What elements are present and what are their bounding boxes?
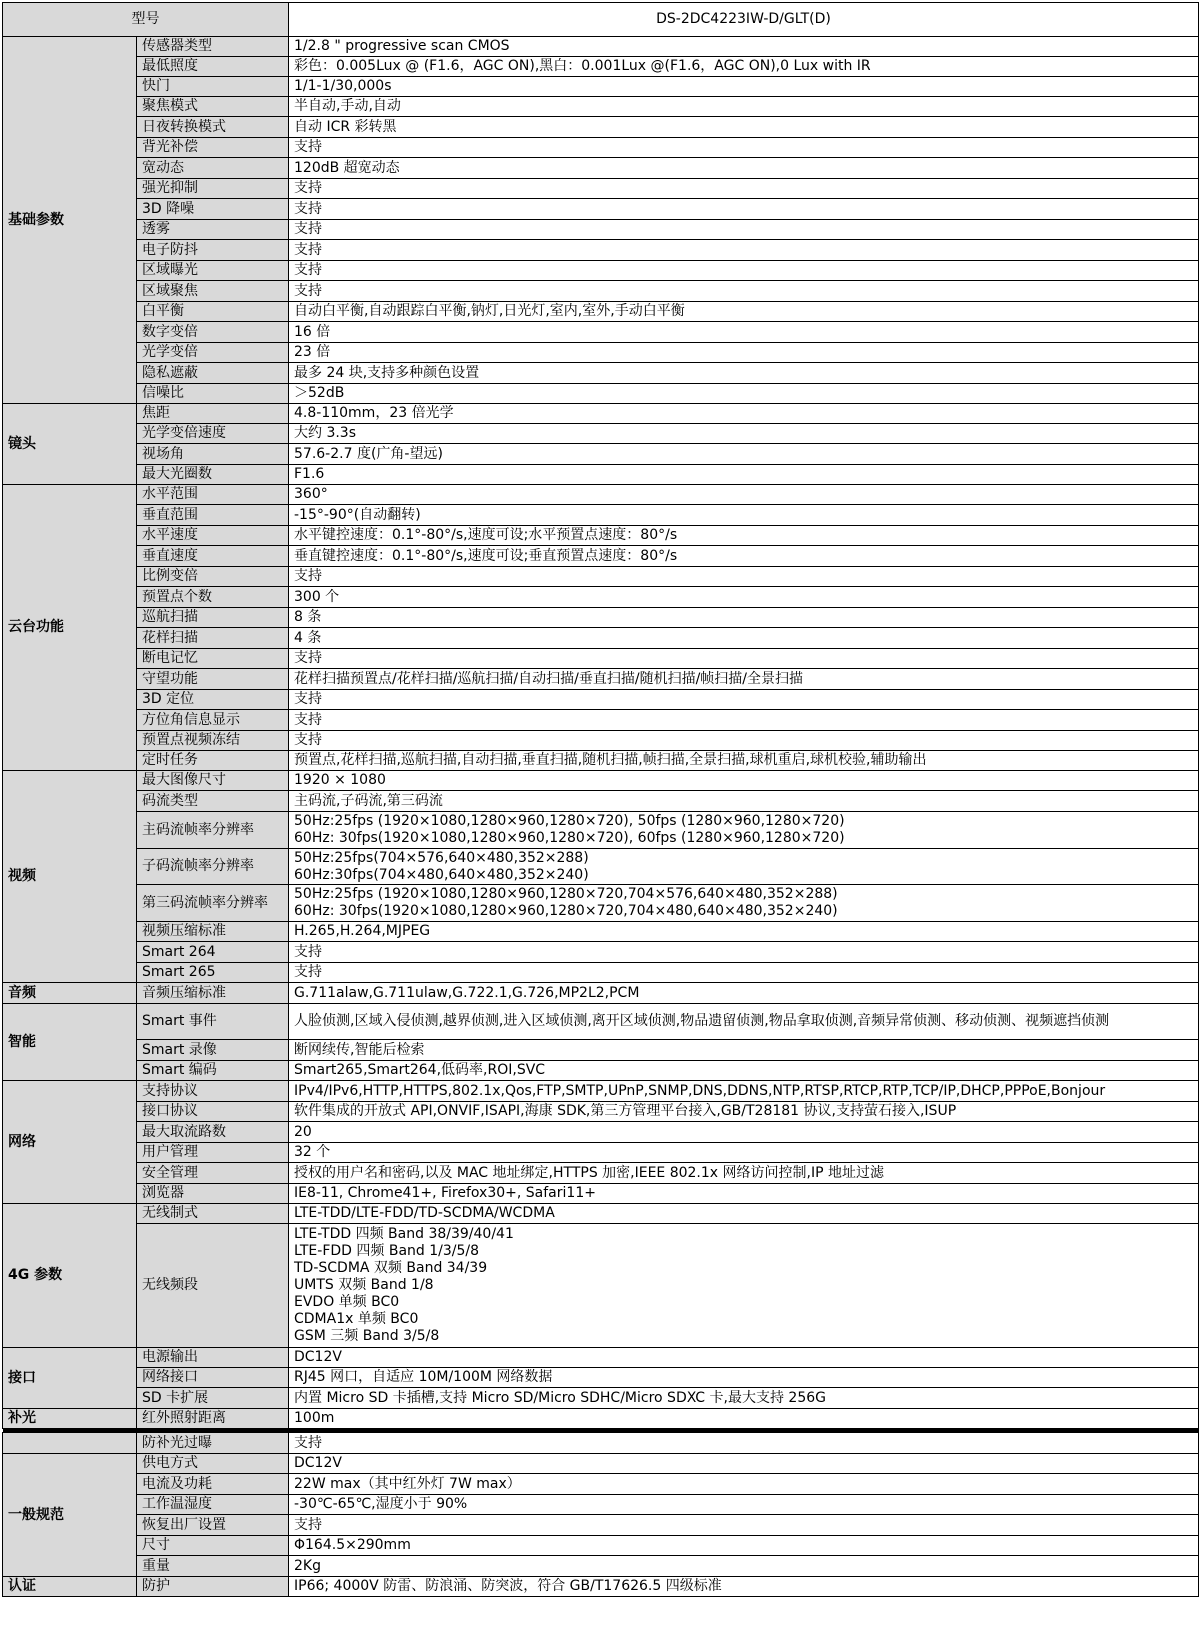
spec-row [3,1536,1199,1556]
spec-value: 50Hz:25fps (1920×1080,1280×960,1280×720,704×576,640×480,352×288) 60Hz: 30fps(1920×1080,1280×960,1280×720,704×480,640×480,352×240) [289,885,1199,922]
spec-value: Φ164.5×290mm [289,1536,1199,1556]
spec-row [3,690,1199,710]
section-title [3,1433,137,1454]
spec-label: 支持协议 [137,1081,289,1102]
spec-label: 浏览器 [137,1184,289,1204]
spec-label: 无线频段 [137,1224,289,1348]
spec-label: 最低照度 [137,57,289,77]
spec-label: 水平范围 [137,485,289,505]
spec-label: 强光抑制 [137,179,289,199]
spec-label: 信噪比 [137,384,289,404]
spec-value: 支持 [289,261,1199,281]
spec-label: 聚焦模式 [137,97,289,117]
spec-value: DC12V [289,1454,1199,1474]
spec-label: 背光补偿 [137,138,289,158]
spec-row [3,812,1199,849]
spec-label: Smart 编码 [137,1061,289,1081]
spec-value: 支持 [289,1433,1199,1454]
spec-row [3,791,1199,812]
spec-value: F1.6 [289,465,1199,485]
spec-label: 尺寸 [137,1536,289,1556]
spec-label: 视频压缩标准 [137,922,289,942]
spec-label: 垂直速度 [137,546,289,567]
spec-row [3,1515,1199,1536]
spec-row [3,363,1199,384]
spec-value: -30℃-65℃,湿度小于 90% [289,1495,1199,1515]
spec-label: 透雾 [137,220,289,240]
spec-row [3,302,1199,322]
spec-value: 支持 [289,649,1199,669]
spec-row [3,1474,1199,1495]
spec-value: 支持 [289,240,1199,261]
spec-label: 隐私遮蔽 [137,363,289,384]
spec-value: 1/1-1/30,000s [289,77,1199,97]
spec-label: 音频压缩标准 [137,983,289,1004]
spec-label: 电源输出 [137,1348,289,1368]
spec-label: 防补光过曝 [137,1433,289,1454]
spec-value: 支持 [289,942,1199,963]
spec-value: 支持 [289,567,1199,587]
spec-row [3,1204,1199,1224]
spec-sheet [2,2,1198,1597]
spec-label: 比例变倍 [137,567,289,587]
spec-value: 120dB 超宽动态 [289,158,1199,179]
spec-row [3,1348,1199,1368]
spec-row [3,444,1199,465]
spec-label: Smart 264 [137,942,289,963]
spec-value: 4 条 [289,628,1199,649]
spec-value: 4.8-110mm，23 倍光学 [289,404,1199,424]
spec-value: 支持 [289,710,1199,731]
spec-value: 大约 3.3s [289,424,1199,444]
spec-row [3,322,1199,343]
spec-value: 支持 [289,179,1199,199]
spec-value: 22W max（其中红外灯 7W max） [289,1474,1199,1495]
spec-label: 水平速度 [137,526,289,546]
spec-row [3,546,1199,567]
spec-row [3,179,1199,199]
spec-value: 彩色：0.005Lux @ (F1.6，AGC ON),黑白：0.001Lux @(F1.6，AGC ON),0 Lux with IR [289,57,1199,77]
spec-row [3,77,1199,97]
spec-row [3,771,1199,791]
spec-row [3,628,1199,649]
spec-label: 重量 [137,1556,289,1577]
spec-row [3,942,1199,963]
spec-row [3,649,1199,669]
spec-value: RJ45 网口，自适应 10M/100M 网络数据 [289,1368,1199,1388]
spec-row [3,424,1199,444]
spec-label: 数字变倍 [137,322,289,343]
spec-label: 安全管理 [137,1163,289,1184]
spec-label: 光学变倍 [137,343,289,363]
spec-label: 码流类型 [137,791,289,812]
section-title: 视频 [3,771,137,983]
spec-row [3,567,1199,587]
spec-row [3,138,1199,158]
spec-row [3,1556,1199,1577]
spec-value: 最多 24 块,支持多种颜色设置 [289,363,1199,384]
spec-value: IP66; 4000V 防雷、防浪涌、防突波，符合 GB/T17626.5 四级标准 [289,1577,1199,1597]
spec-value: 支持 [289,220,1199,240]
spec-value: DC12V [289,1348,1199,1368]
section-title: 云台功能 [3,485,137,771]
spec-label: 最大取流路数 [137,1122,289,1143]
spec-label: 供电方式 [137,1454,289,1474]
spec-label: 接口协议 [137,1102,289,1122]
spec-row [3,404,1199,424]
section-title: 镜头 [3,404,137,485]
spec-value: 32 个 [289,1143,1199,1163]
spec-label: 守望功能 [137,669,289,690]
spec-label: 网络接口 [137,1368,289,1388]
spec-label: 焦距 [137,404,289,424]
spec-label: 预置点个数 [137,587,289,608]
spec-row [3,731,1199,751]
spec-label: 花样扫描 [137,628,289,649]
spec-row [3,505,1199,526]
spec-value: 57.6-2.7 度(广角-望远) [289,444,1199,465]
spec-row [3,1577,1199,1597]
spec-value: 自动白平衡,自动跟踪白平衡,钠灯,日光灯,室内,室外,手动白平衡 [289,302,1199,322]
spec-row [3,1163,1199,1184]
spec-label: 垂直范围 [137,505,289,526]
spec-value: 断网续传,智能后检索 [289,1040,1199,1061]
spec-label: 子码流帧率分辨率 [137,849,289,885]
spec-row [3,240,1199,261]
spec-label: 第三码流帧率分辨率 [137,885,289,922]
model-label: 型号 [3,3,289,37]
spec-value: H.265,H.264,MJPEG [289,922,1199,942]
model-value: DS-2DC4223IW-D/GLT(D) [289,3,1199,37]
spec-label: 用户管理 [137,1143,289,1163]
spec-row [3,885,1199,922]
spec-row [3,57,1199,77]
spec-label: 宽动态 [137,158,289,179]
spec-row [3,1409,1199,1429]
spec-label: 3D 降噪 [137,199,289,220]
section-title: 接口 [3,1348,137,1409]
spec-value: 授权的用户名和密码,以及 MAC 地址绑定,HTTPS 加密,IEEE 802.1x 网络访问控制,IP 地址过滤 [289,1163,1199,1184]
spec-value: 50Hz:25fps (1920×1080,1280×960,1280×720), 50fps (1280×960,1280×720) 60Hz: 30fps(1920×1080,1280×960,1280×720), 60fps (1280×960,1280×720) [289,812,1199,849]
spec-value: 人脸侦测,区域入侵侦测,越界侦测,进入区域侦测,离开区域侦测,物品遗留侦测,物品拿取侦测,音频异常侦测、移动侦测、视频遮挡侦测 [289,1004,1199,1040]
spec-row [3,199,1199,220]
spec-label: 电流及功耗 [137,1474,289,1495]
section-title: 补光 [3,1409,137,1429]
spec-value: 支持 [289,281,1199,302]
header-row [3,3,1199,37]
spec-row [3,922,1199,942]
spec-row [3,343,1199,363]
spec-value: IPv4/IPv6,HTTP,HTTPS,802.1x,Qos,FTP,SMTP,UPnP,SNMP,DNS,DDNS,NTP,RTSP,RTCP,RTP,TCP/IP,DHCP,PPPoE,Bonjour [289,1081,1199,1102]
spec-label: 方位角信息显示 [137,710,289,731]
spec-label: 区域聚焦 [137,281,289,302]
spec-value: 软件集成的开放式 API,ONVIF,ISAPI,海康 SDK,第三方管理平台接入,GB/T28181 协议,支持萤石接入,ISUP [289,1102,1199,1122]
spec-label: 光学变倍速度 [137,424,289,444]
spec-label: 区域曝光 [137,261,289,281]
spec-label: 最大图像尺寸 [137,771,289,791]
spec-label: 预置点视频冻结 [137,731,289,751]
spec-row [3,1102,1199,1122]
spec-row [3,608,1199,628]
spec-row [3,587,1199,608]
spec-label: Smart 事件 [137,1004,289,1040]
spec-row [3,710,1199,731]
spec-row [3,1368,1199,1388]
spec-row [3,384,1199,404]
spec-value: 支持 [289,138,1199,158]
spec-row [3,1061,1199,1081]
spec-value: 主码流,子码流,第三码流 [289,791,1199,812]
spec-value: 360° [289,485,1199,505]
spec-value: 支持 [289,690,1199,710]
spec-label: 白平衡 [137,302,289,322]
spec-row [3,1004,1199,1040]
spec-row [3,751,1199,771]
section-title: 认证 [3,1577,137,1597]
spec-label: 3D 定位 [137,690,289,710]
spec-row [3,1433,1199,1454]
spec-label: Smart 录像 [137,1040,289,1061]
spec-label: 断电记忆 [137,649,289,669]
spec-label: SD 卡扩展 [137,1388,289,1409]
spec-label: 传感器类型 [137,37,289,57]
spec-value: 23 倍 [289,343,1199,363]
spec-row [3,1495,1199,1515]
section-title: 基础参数 [3,37,137,404]
spec-value: G.711alaw,G.711ulaw,G.722.1,G.726,MP2L2,PCM [289,983,1199,1004]
spec-label: 定时任务 [137,751,289,771]
spec-row [3,1454,1199,1474]
spec-value: LTE-TDD/LTE-FDD/TD-SCDMA/WCDMA [289,1204,1199,1224]
spec-row [3,1040,1199,1061]
spec-value: IE8-11, Chrome41+, Firefox30+, Safari11+ [289,1184,1199,1204]
section-title: 网络 [3,1081,137,1204]
spec-value: 自动 ICR 彩转黑 [289,117,1199,138]
section-title: 4G 参数 [3,1204,137,1348]
spec-row [3,117,1199,138]
spec-label: 日夜转换模式 [137,117,289,138]
spec-label: 主码流帧率分辨率 [137,812,289,849]
spec-value: 花样扫描预置点/花样扫描/巡航扫描/自动扫描/垂直扫描/随机扫描/帧扫描/全景扫描 [289,669,1199,690]
spec-table [2,2,1199,1597]
spec-label: 快门 [137,77,289,97]
spec-value: 100m [289,1409,1199,1429]
spec-row [3,1388,1199,1409]
spec-row [3,1224,1199,1348]
spec-value: LTE-TDD 四频 Band 38/39/40/41 LTE-FDD 四频 Band 1/3/5/8 TD-SCDMA 双频 Band 34/39 UMTS 双频 Band 1/8 EVDO 单频 BC0 CDMA1x 单频 BC0 GSM 三频 Band 3/5/8 [289,1224,1199,1348]
spec-row [3,158,1199,179]
spec-row [3,983,1199,1004]
spec-row [3,97,1199,117]
spec-value: 20 [289,1122,1199,1143]
spec-value: 支持 [289,1515,1199,1536]
spec-label: 巡航扫描 [137,608,289,628]
spec-row [3,669,1199,690]
spec-label: 红外照射距离 [137,1409,289,1429]
section-title: 智能 [3,1004,137,1081]
spec-row [3,1122,1199,1143]
spec-value: 1/2.8 " progressive scan CMOS [289,37,1199,57]
section-title: 一般规范 [3,1454,137,1577]
spec-row [3,963,1199,983]
spec-label: 无线制式 [137,1204,289,1224]
spec-label: 恢复出厂设置 [137,1515,289,1536]
spec-value: 半自动,手动,自动 [289,97,1199,117]
spec-value: 垂直键控速度：0.1°-80°/s,速度可设;垂直预置点速度：80°/s [289,546,1199,567]
spec-value: 16 倍 [289,322,1199,343]
spec-value: 支持 [289,731,1199,751]
spec-value: 1920 × 1080 [289,771,1199,791]
spec-row [3,1143,1199,1163]
spec-row [3,261,1199,281]
spec-label: Smart 265 [137,963,289,983]
spec-value: ＞52dB [289,384,1199,404]
section-title: 音频 [3,983,137,1004]
spec-value: 支持 [289,963,1199,983]
spec-value: -15°-90°(自动翻转) [289,505,1199,526]
spec-value: 内置 Micro SD 卡插槽,支持 Micro SD/Micro SDHC/Micro SDXC 卡,最大支持 256G [289,1388,1199,1409]
spec-row [3,281,1199,302]
spec-label: 防护 [137,1577,289,1597]
spec-label: 视场角 [137,444,289,465]
spec-value: Smart265,Smart264,低码率,ROI,SVC [289,1061,1199,1081]
spec-label: 电子防抖 [137,240,289,261]
spec-row [3,485,1199,505]
spec-row [3,37,1199,57]
spec-row [3,220,1199,240]
spec-row [3,1184,1199,1204]
spec-row [3,1081,1199,1102]
spec-value: 水平键控速度：0.1°-80°/s,速度可设;水平预置点速度：80°/s [289,526,1199,546]
spec-row [3,465,1199,485]
spec-value: 支持 [289,199,1199,220]
spec-value: 300 个 [289,587,1199,608]
spec-row [3,849,1199,885]
spec-label: 工作温湿度 [137,1495,289,1515]
spec-value: 预置点,花样扫描,巡航扫描,自动扫描,垂直扫描,随机扫描,帧扫描,全景扫描,球机重启,球机校验,辅助输出 [289,751,1199,771]
spec-value: 2Kg [289,1556,1199,1577]
spec-label: 最大光圈数 [137,465,289,485]
spec-value: 8 条 [289,608,1199,628]
spec-row [3,526,1199,546]
spec-value: 50Hz:25fps(704×576,640×480,352×288) 60Hz:30fps(704×480,640×480,352×240) [289,849,1199,885]
